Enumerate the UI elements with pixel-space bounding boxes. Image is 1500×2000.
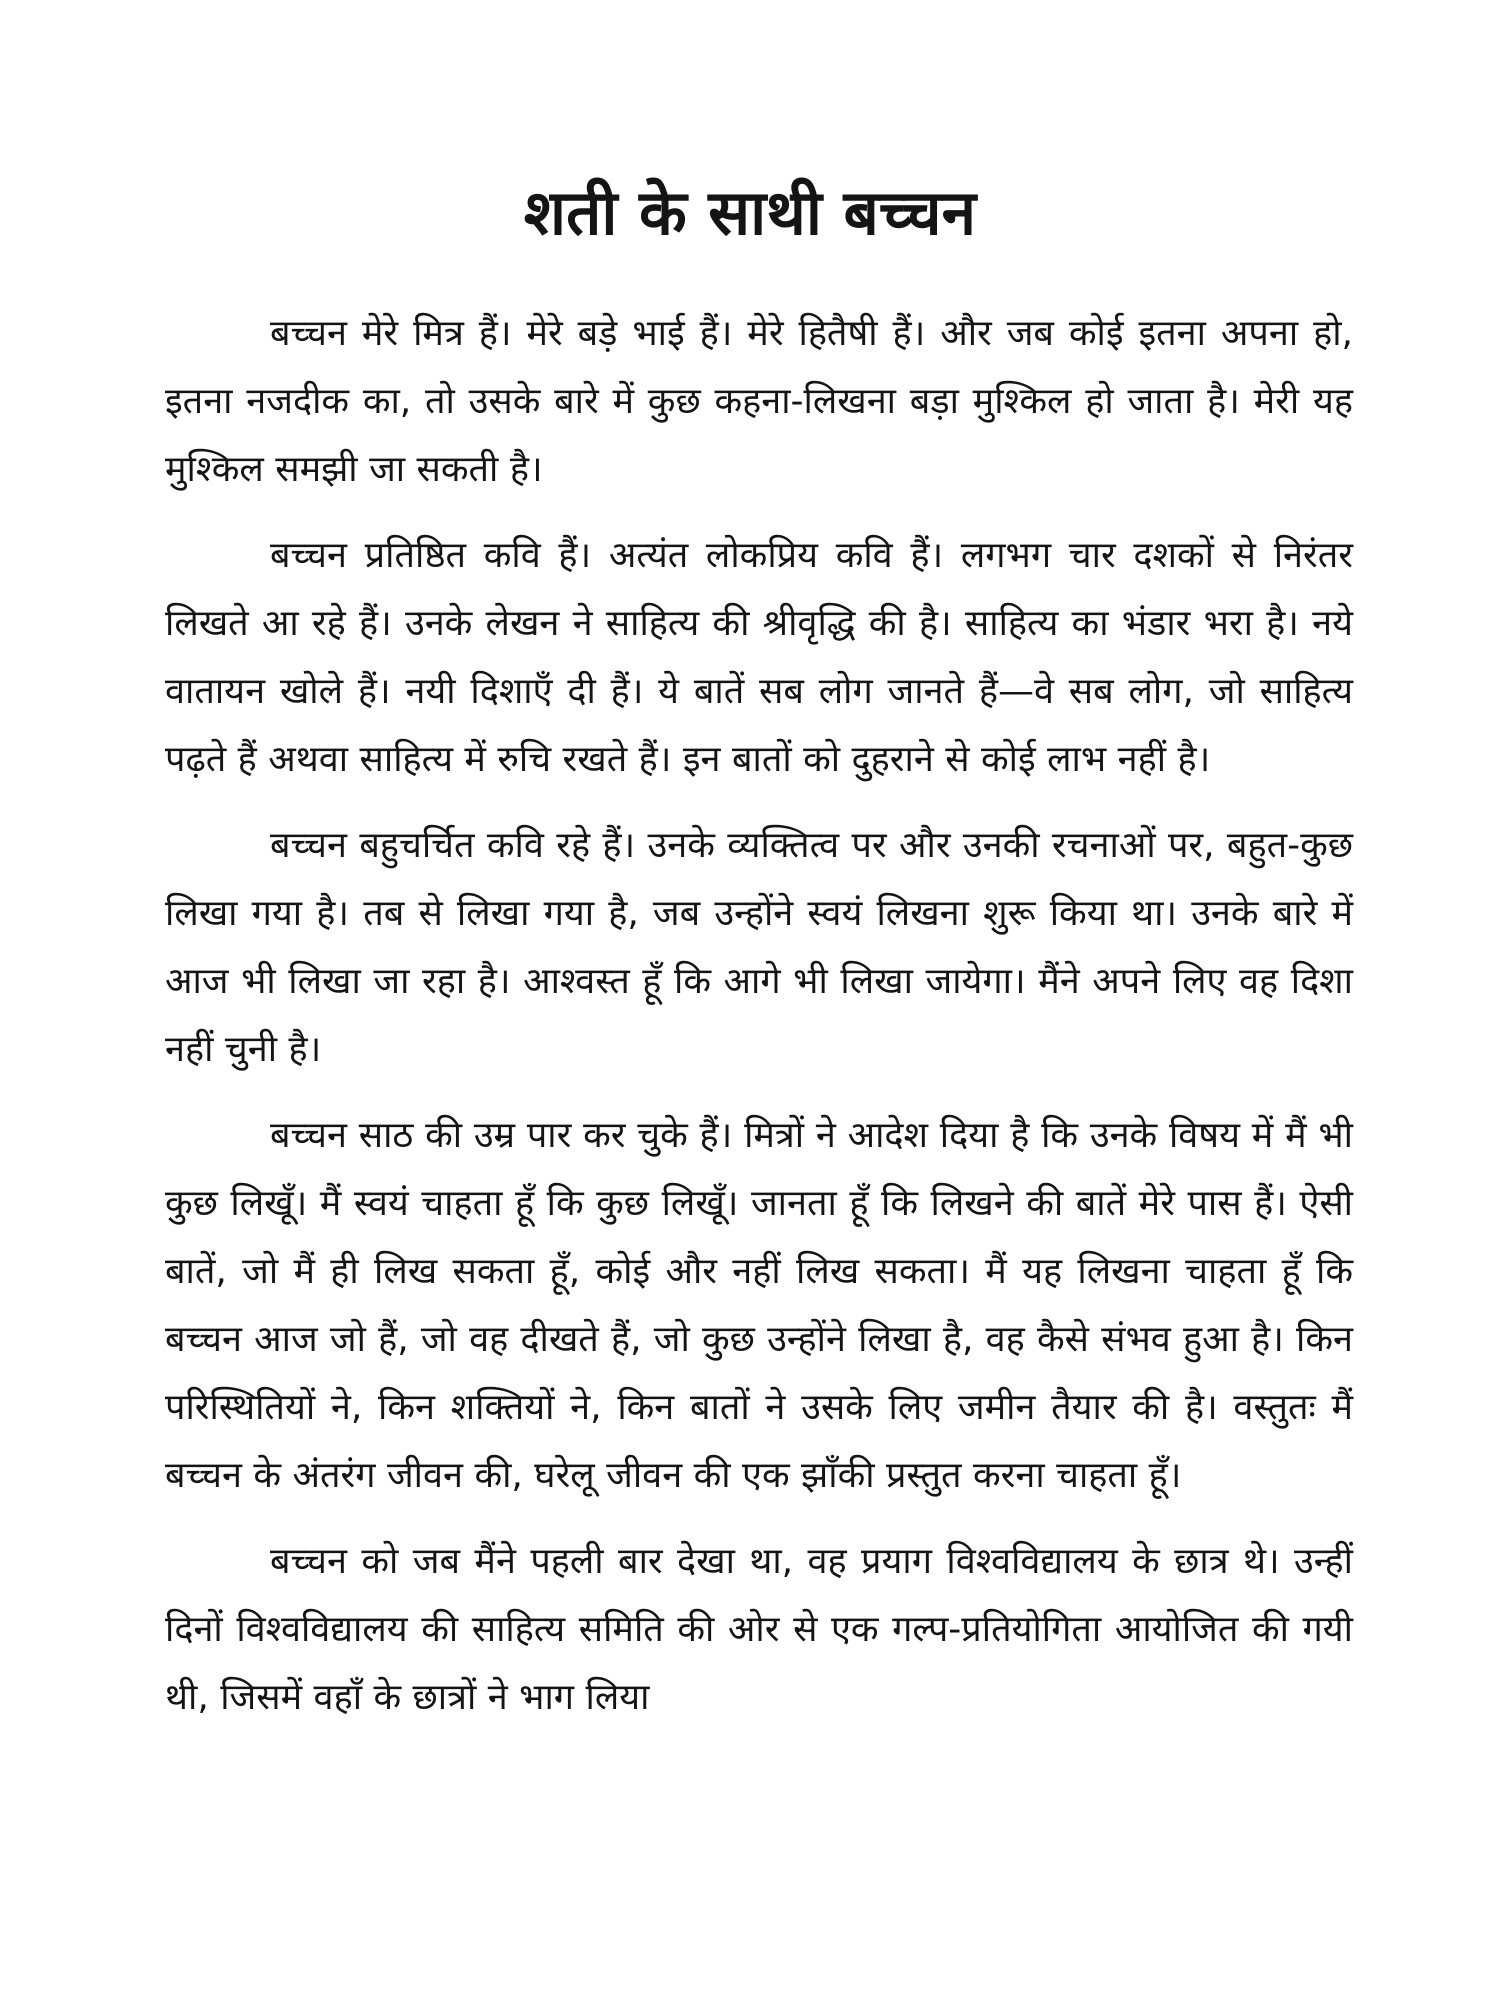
paragraph-1: बच्चन मेरे मित्र हैं। मेरे बड़े भाई हैं। मेरे हितैषी हैं। और जब कोई इतना अपना हो, इतना नजदीक का, तो उसके बारे में कुछ कहना-लिखना बड़ा मुश्किल हो जाता है। मेरी यह मुश्किल समझी जा सकती है। xyxy=(165,313,1353,490)
paragraph-3: बच्चन बहुचर्चित कवि रहे हैं। उनके व्यक्तित्व पर और उनकी रचनाओं पर, बहुत-कुछ लिखा गया है। तब से लिखा गया है, जब उन्होंने स्वयं लिखना शुरू किया था। उनके बारे में आज भी लिखा जा रहा है। आश्वस्त हूँ कि आगे भी लिखा जायेगा। मैंने अपने लिए वह दिशा नहीं चुनी है। xyxy=(165,825,1353,1070)
chapter-title: शती के साथी बच्चन xyxy=(523,176,977,249)
paragraph-5: बच्चन को जब मैंने पहली बार देखा था, वह प्रयाग विश्वविद्यालय के छात्र थे। उन्हीं दिनों विश्वविद्यालय की साहित्य समिति की ओर से एक गल्प-प्रतियोगिता आयोजित की गयी थी, जिसमें वहाँ के छात्रों ने भाग लिया xyxy=(165,1541,1353,1718)
paragraph-2: बच्चन प्रतिष्ठित कवि हैं। अत्यंत लोकप्रिय कवि हैं। लगभग चार दशकों से निरंतर लिखते आ रहे हैं। उनके लेखन ने साहित्य की श्रीवृद्धि की है। साहित्य का भंडार भरा है। नये वातायन खोले हैं। नयी दिशाएँ दी हैं। ये बातें सब लोग जानते हैं—वे सब लोग, जो साहित्य पढ़ते हैं अथवा साहित्य में रुचि रखते हैं। इन बातों को दुहराने से कोई लाभ नहीं है। xyxy=(165,535,1353,780)
paragraph-4: बच्चन साठ की उम्र पार कर चुके हैं। मित्रों ने आदेश दिया है कि उनके विषय में मैं भी कुछ लिखूँ। मैं स्वयं चाहता हूँ कि कुछ लिखूँ। जानता हूँ कि लिखने की बातें मेरे पास हैं। ऐसी बातें, जो मैं ही लिख सकता हूँ, कोई और नहीं लिख सकता। मैं यह लिखना चाहता हूँ कि बच्चन आज जो हैं, जो वह दीखते हैं, जो कुछ उन्होंने लिखा है, वह कैसे संभव हुआ है। किन परिस्थितियों ने, किन शक्तियों ने, किन बातों ने उसके लिए जमीन तैयार की है। वस्तुतः मैं बच्चन के अंतरंग जीवन की, घरेलू जीवन की एक झाँकी प्रस्तुत करना चाहता हूँ। xyxy=(165,1115,1353,1496)
chapter-body xyxy=(165,300,1353,1750)
